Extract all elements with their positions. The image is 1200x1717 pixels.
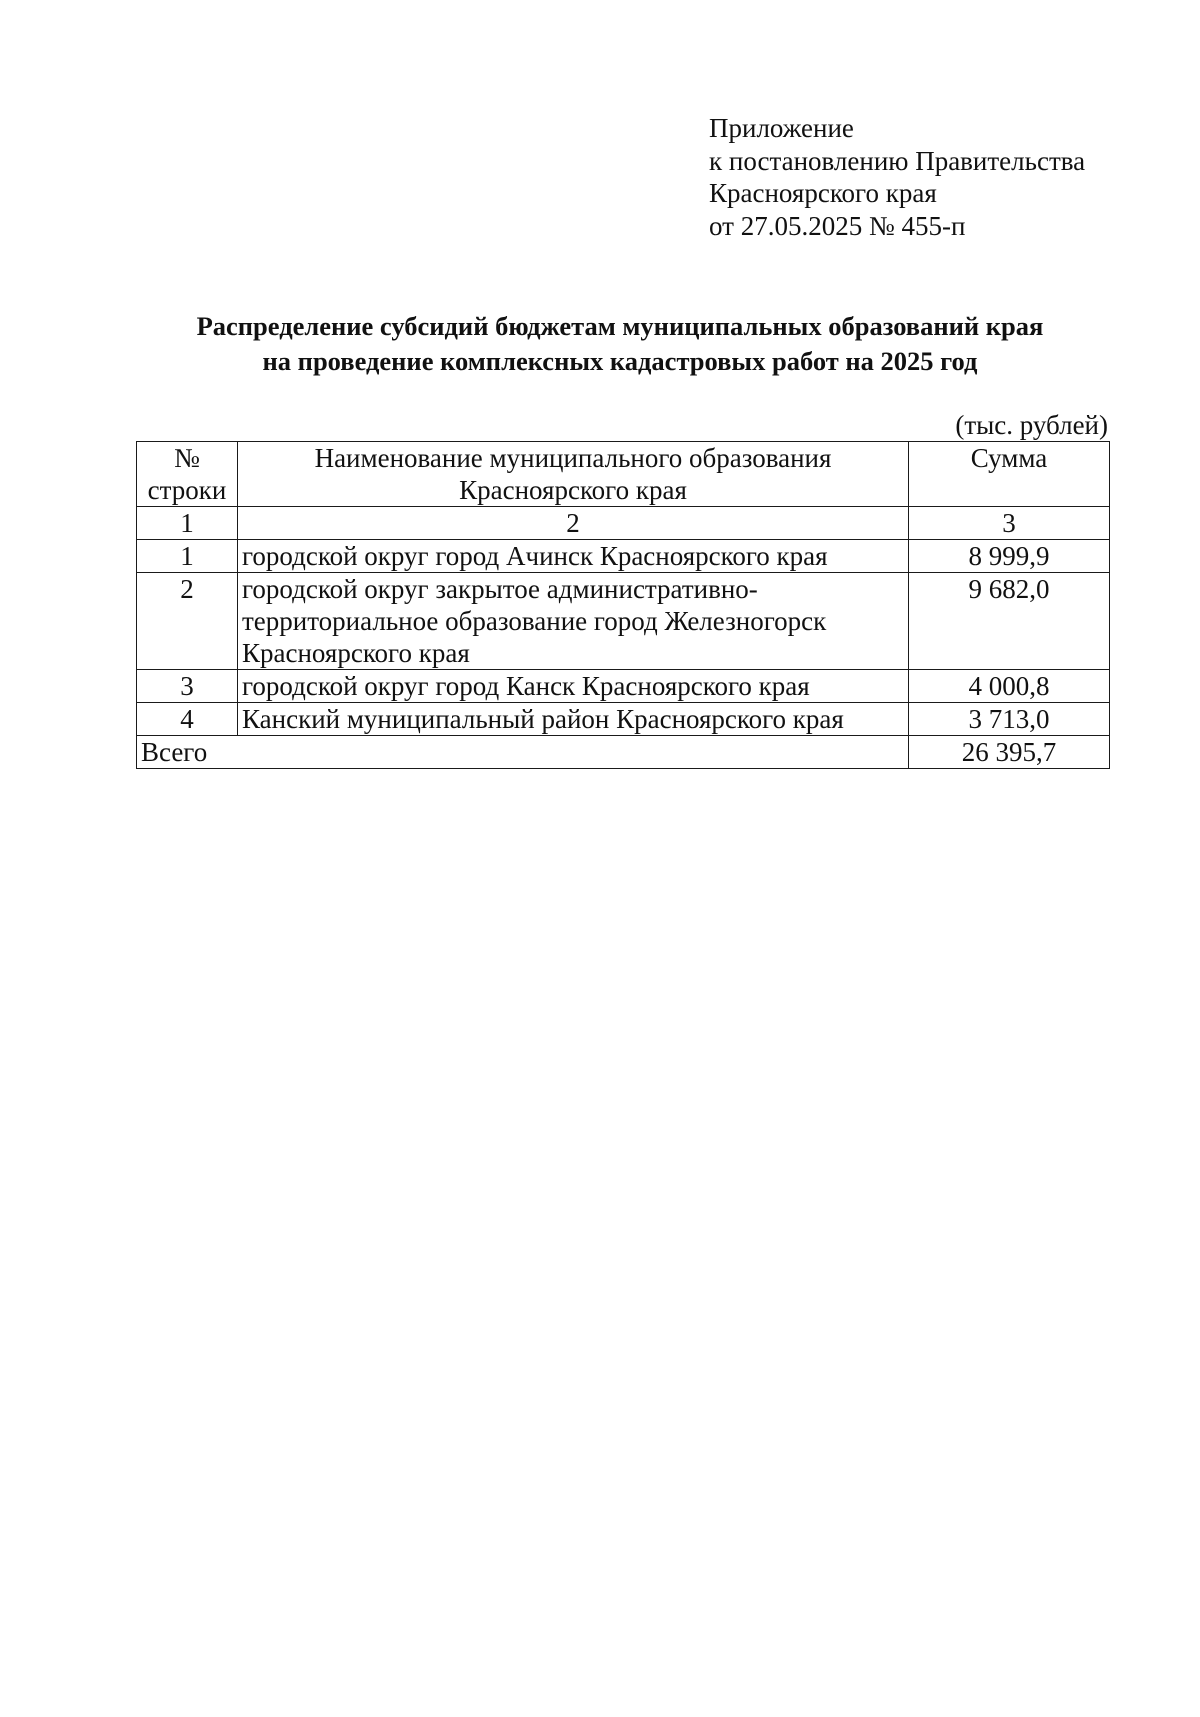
row-num: 1 [137, 540, 238, 573]
row-sum: 8 999,9 [909, 540, 1110, 573]
total-sum: 26 395,7 [909, 736, 1110, 769]
row-num: 3 [137, 670, 238, 703]
row-name [238, 573, 909, 670]
table-row [137, 703, 1110, 736]
header-name-line: Наименование муниципального образования [314, 443, 832, 473]
appendix-line: Красноярского края [709, 178, 937, 208]
row-num: 2 [137, 573, 238, 670]
appendix-line: к постановлению Правительства [709, 145, 1086, 176]
row-name-line: городской округ город Канск Красноярского края [242, 671, 810, 701]
table-header-row [137, 442, 1110, 507]
column-number: 1 [137, 507, 238, 540]
table-row [137, 670, 1110, 703]
row-name-line: городской округ город Ачинск Красноярского края [242, 541, 828, 571]
row-name-line: городской округ закрытое административно- [242, 574, 758, 604]
appendix-block [709, 112, 1085, 242]
title-line: на проведение комплексных кадастровых работ на 2025 год [262, 346, 978, 376]
distribution-table [136, 441, 1110, 769]
total-row [137, 736, 1110, 769]
header-name [238, 442, 909, 507]
row-name-line: территориальное образование город Железногорск [242, 606, 827, 636]
row-num: 4 [137, 703, 238, 736]
column-number: 3 [909, 507, 1110, 540]
row-sum: 4 000,8 [909, 670, 1110, 703]
document-title [100, 309, 1140, 379]
header-num-line: № [174, 443, 200, 473]
row-sum: 9 682,0 [909, 573, 1110, 670]
total-label: Всего [137, 736, 909, 769]
appendix-line: от 27.05.2025 № 455-п [709, 210, 966, 241]
row-name [238, 540, 909, 573]
row-name [238, 703, 909, 736]
row-name-line: Канский муниципальный район Красноярского края [242, 704, 844, 734]
units-label: (тыс. рублей) [955, 410, 1108, 440]
title-line: Распределение субсидий бюджетам муниципальных образований края [196, 311, 1044, 341]
appendix-line: Приложение [709, 113, 854, 143]
header-num-line: строки [147, 475, 227, 505]
table-row [137, 540, 1110, 573]
row-name-line: Красноярского края [242, 638, 470, 668]
row-name [238, 670, 909, 703]
header-name-line: Красноярского края [459, 475, 687, 505]
header-sum: Сумма [909, 442, 1110, 507]
column-number-row [137, 507, 1110, 540]
table-row [137, 573, 1110, 670]
column-number: 2 [238, 507, 909, 540]
row-sum: 3 713,0 [909, 703, 1110, 736]
header-num [137, 442, 238, 507]
